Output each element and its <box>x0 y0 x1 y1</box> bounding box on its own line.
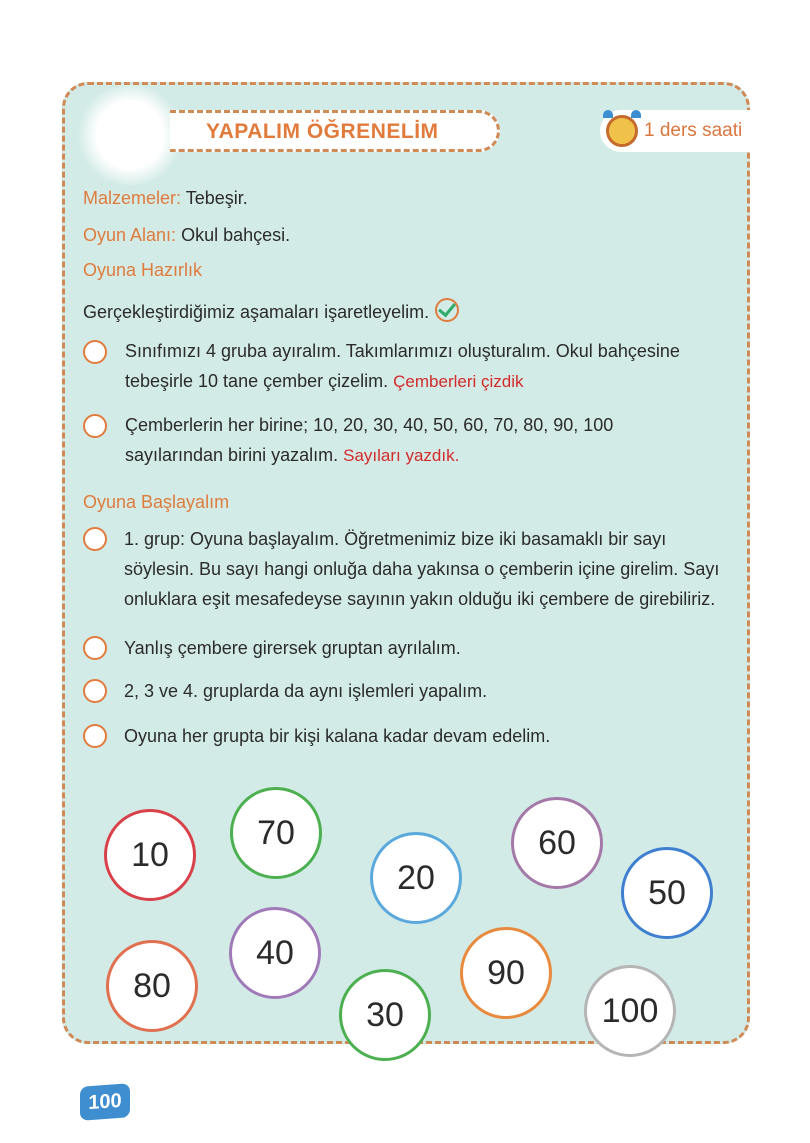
number-circle: 80 <box>106 940 198 1032</box>
item-text: Çemberlerin her birine; 10, 20, 30, 40, 50, 60, 70, 80, 90, 100 <box>125 415 614 435</box>
checkbox-prep-2[interactable] <box>83 414 107 438</box>
section-title: YAPALIM ÖĞRENELİM <box>206 120 439 143</box>
checkbox-prep-1[interactable] <box>83 340 107 364</box>
start-heading: Oyuna Başlayalım <box>83 492 230 512</box>
start-item-4 <box>83 721 730 751</box>
start-item-1 <box>83 524 730 614</box>
start-item-3 <box>83 676 730 706</box>
number-circle: 60 <box>511 797 603 889</box>
start-item-text: 2, 3 ve 4. gruplarda da aynı işlemleri yapalım. <box>124 681 488 701</box>
start-item-2 <box>83 633 730 663</box>
start-list <box>83 524 730 751</box>
area-value: Okul bahçesi. <box>181 225 291 245</box>
character-illustration <box>75 85 185 185</box>
number-circle: 70 <box>230 787 322 879</box>
duration-text: 1 ders saati <box>644 120 743 141</box>
checkbox-start-3[interactable] <box>83 679 107 703</box>
number-circle: 40 <box>229 907 321 999</box>
instruction-line <box>83 294 459 323</box>
checkbox-start-2[interactable] <box>83 636 107 660</box>
checkbox-start-1[interactable] <box>83 527 107 551</box>
area-line <box>83 225 290 246</box>
instruction-text: Gerçekleştirdiğimiz aşamaları işaretleyelim. <box>83 302 430 322</box>
item-text: sayılarından birini yazalım. <box>125 445 339 465</box>
handwritten-note: Çemberleri çizdik <box>393 372 524 391</box>
number-circle: 10 <box>104 809 196 901</box>
start-item-text: Oyuna her grupta bir kişi kalana kadar devam edelim. <box>124 726 551 746</box>
page-number: 100 <box>80 1083 130 1120</box>
handwritten-note: Sayıları yazdık. <box>343 446 460 465</box>
start-item-text: Yanlış çembere girersek gruptan ayrılalım. <box>124 638 461 658</box>
alarm-clock-icon <box>606 115 638 147</box>
number-circle: 20 <box>370 832 462 924</box>
checkbox-start-4[interactable] <box>83 724 107 748</box>
prep-heading: Oyuna Hazırlık <box>83 260 203 280</box>
start-item-text: 1. grup: Oyuna başlayalım. Öğretmenimiz bize iki basamaklı bir sayı söylesin. Bu sayı hangi onluğa daha yakınsa o çemberin içine girelim. Sayı onluklara eşit mesafedeyse sayının yakın olduğu iki çembere de girebiliriz. <box>124 529 720 609</box>
prep-item-2 <box>125 410 730 471</box>
materials-line <box>83 188 248 209</box>
materials-value: Tebeşir. <box>185 188 248 208</box>
number-circle: 30 <box>339 969 431 1061</box>
area-label: Oyun Alanı: <box>83 225 177 245</box>
duration-badge <box>600 110 750 152</box>
prep-item-1 <box>125 336 730 397</box>
number-circle: 100 <box>584 965 676 1057</box>
item-text: tebeşirle 10 tane çember çizelim. <box>125 371 389 391</box>
materials-label: Malzemeler: <box>83 188 182 208</box>
checkmark-icon <box>435 298 459 322</box>
title-banner <box>170 110 500 152</box>
number-circle: 90 <box>460 927 552 1019</box>
number-circle: 50 <box>621 847 713 939</box>
item-text: Sınıfımızı 4 gruba ayıralım. Takımlarımızı oluşturalım. Okul bahçesine <box>125 341 680 361</box>
